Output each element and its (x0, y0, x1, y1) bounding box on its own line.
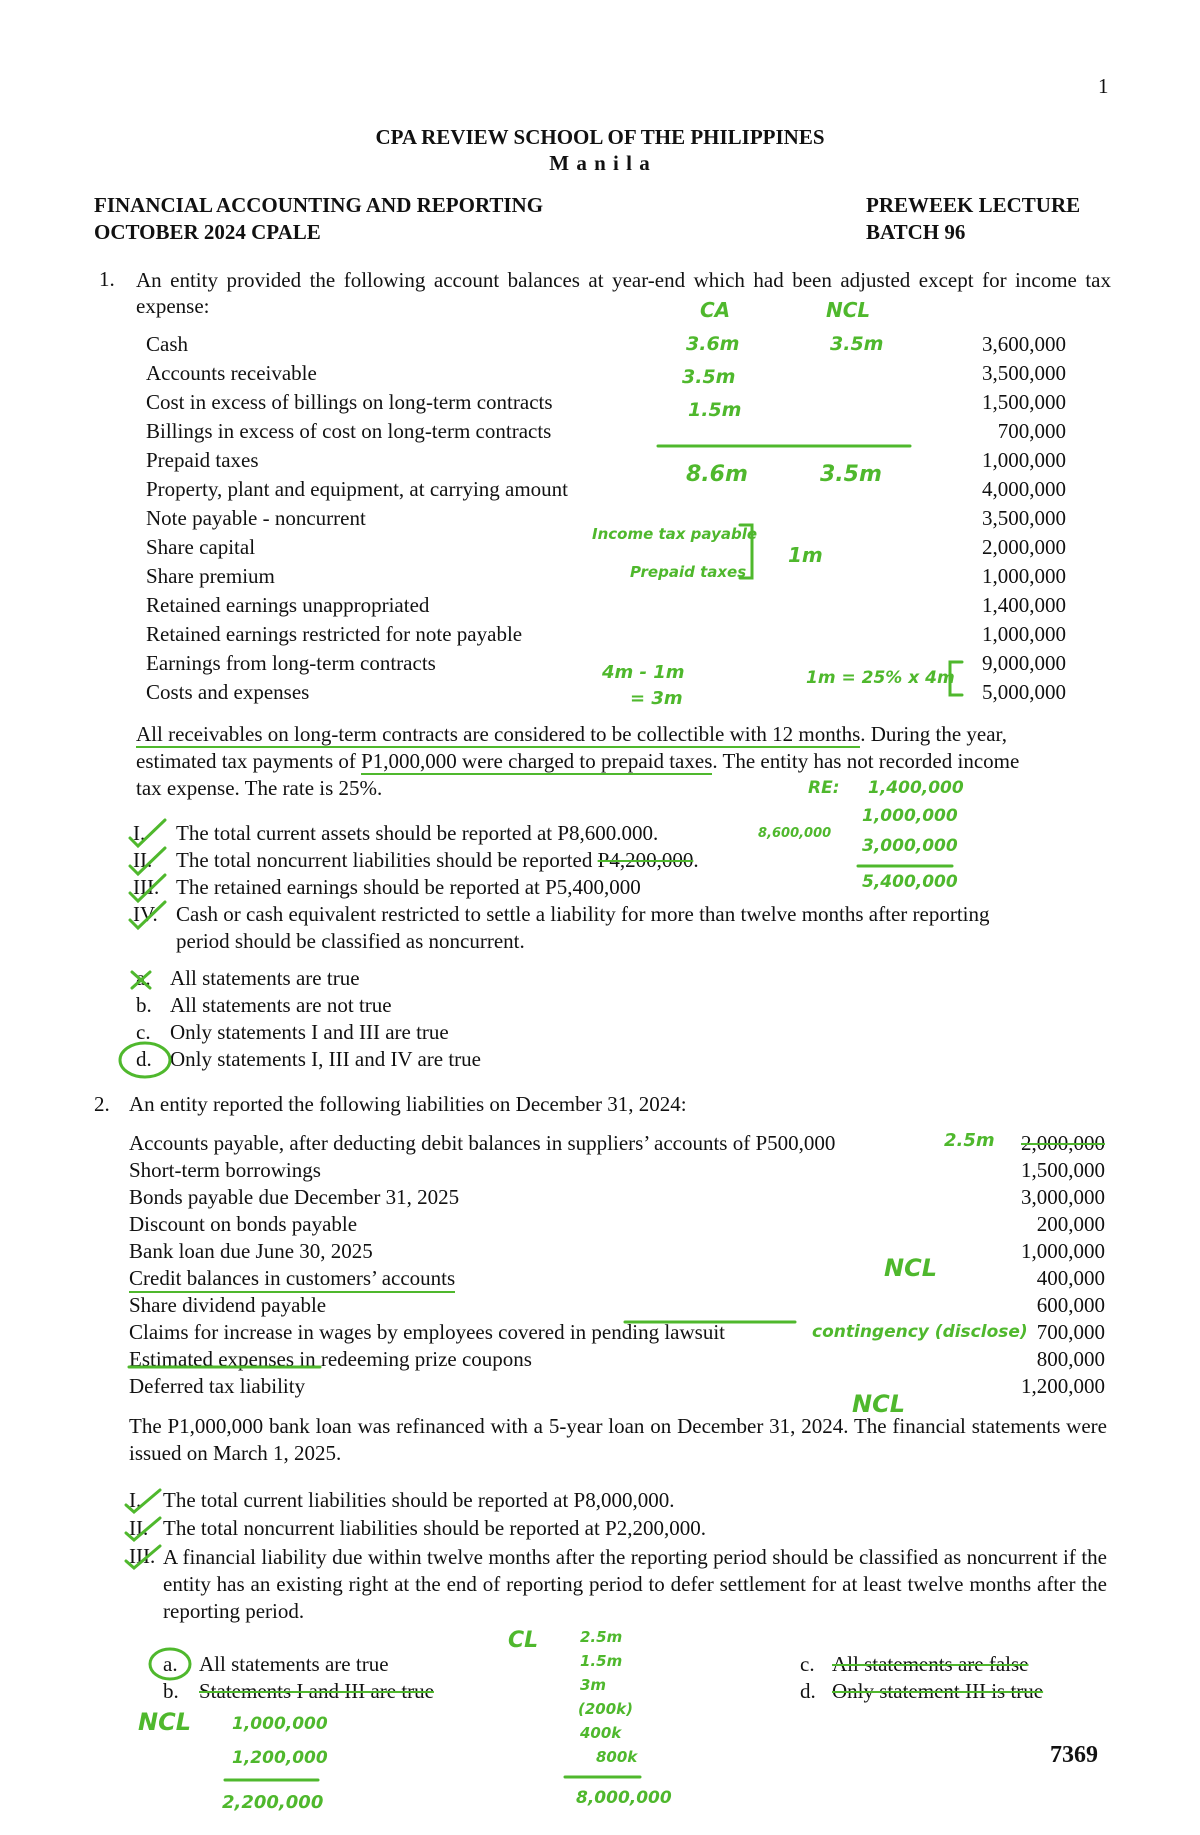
hw-ca3: 1.5m (688, 399, 742, 421)
account-amount: 3,500,000 (982, 506, 1066, 530)
hw-ca: CA (700, 298, 731, 322)
account-amount: 3,600,000 (982, 332, 1066, 356)
choice-letter: a. (136, 966, 151, 990)
liability-amount: 1,000,000 (1021, 1239, 1105, 1263)
hw-ncl-label: NCL (138, 1708, 191, 1736)
hw-ncl-b: 1,200,000 (232, 1748, 328, 1768)
liability-label: Accounts payable, after deducting debit balances in suppliers’ accounts of P500,000 (129, 1131, 836, 1155)
account-amount: 1,500,000 (982, 390, 1066, 414)
q1-note-line1: All receivables on long-term contracts are considered to be collectible with 12 months. During the year, (136, 722, 1007, 746)
hw-ncl-a: 1,000,000 (232, 1714, 328, 1734)
liability-label: Short-term borrowings (129, 1158, 321, 1182)
hw-ca-total: 8.6m (686, 462, 748, 487)
account-amount: 4,000,000 (982, 477, 1066, 501)
statement-number: III. (129, 1544, 156, 1568)
liability-label: Deferred tax liability (129, 1374, 306, 1398)
hw-calc2: = 3m (630, 688, 683, 709)
statement-text: The total current liabilities should be reported at P8,000,000. (163, 1488, 675, 1512)
account-amount: 3,500,000 (982, 361, 1066, 385)
choice-letter: c. (800, 1652, 815, 1676)
hw-calc1: 4m - 1m (602, 662, 685, 683)
hw-re-label: RE: (808, 778, 840, 798)
account-label: Cost in excess of billings on long-term contracts (146, 390, 553, 414)
hw-ncl1: 3.5m (830, 333, 884, 355)
liability-amount: 1,200,000 (1021, 1374, 1105, 1398)
account-label: Billings in excess of cost on long-term contracts (146, 419, 552, 443)
hw-cl-label: CL (508, 1628, 539, 1653)
liability-amount: 700,000 (1036, 1320, 1105, 1344)
liability-amount: 400,000 (1036, 1266, 1105, 1290)
hw-cl4: (200k) (578, 1700, 633, 1718)
hw-ca1: 3.6m (686, 333, 740, 355)
account-amount: 1,000,000 (982, 622, 1066, 646)
choice-letter: b. (163, 1679, 179, 1703)
account-amount: 1,400,000 (982, 593, 1066, 617)
account-label: Earnings from long-term contracts (146, 651, 436, 675)
hw-re2: 1,000,000 (862, 806, 958, 826)
choice-text: Only statements I, III and IV are true (170, 1047, 482, 1071)
liability-amount: 200,000 (1036, 1212, 1105, 1236)
account-label: Share premium (146, 564, 275, 588)
statement-number: III. (133, 875, 160, 899)
batch-title: BATCH 96 (866, 220, 966, 244)
liability-amount: 3,000,000 (1021, 1185, 1105, 1209)
choice-letter: c. (136, 1020, 151, 1044)
liability-label: Share dividend payable (129, 1293, 327, 1317)
statement-text: The total noncurrent liabilities should be reported P4,200,000. (176, 848, 699, 872)
hw-1m: 1m (788, 543, 823, 567)
statement-text: A financial liability due within twelve months after the reporting period should be classified as noncurrent if the entity has an existing right at the end of reporting period to defer settlement for at least twelve months after the reporting period. (163, 1545, 1107, 1623)
account-amount: 9,000,000 (982, 651, 1066, 675)
statement-text: period should be classified as noncurrent. (176, 929, 525, 953)
q2-note: The P1,000,000 bank loan was refinanced with a 5-year loan on December 31, 2024. The financial statements were issued on March 1, 2025. (129, 1414, 1107, 1465)
liability-amount: 800,000 (1036, 1347, 1105, 1371)
hw-ap-corrected: 2.5m (944, 1130, 995, 1151)
lecture-title: PREWEEK LECTURE (866, 193, 1081, 217)
q1-note-line3: tax expense. The rate is 25%. (136, 776, 383, 800)
hw-cl5: 400k (580, 1724, 622, 1742)
statement-number: II. (133, 848, 153, 872)
liability-amount: 600,000 (1036, 1293, 1105, 1317)
hw-cl3: 3m (580, 1676, 607, 1694)
hw-ncl: NCL (826, 298, 871, 322)
hw-ncl-q2b: NCL (852, 1390, 905, 1418)
liability-amount: 1,500,000 (1021, 1158, 1105, 1182)
school-title: CPA REVIEW SCHOOL OF THE PHILIPPINES (375, 125, 825, 149)
statement-number: I. (133, 821, 146, 845)
account-amount: 1,000,000 (982, 564, 1066, 588)
account-amount: 1,000,000 (982, 448, 1066, 472)
hw-cl-total: 8,000,000 (576, 1788, 672, 1808)
struck-amount: P4,200,000 (597, 848, 694, 872)
liability-label: Estimated expenses in redeeming prize coupons (129, 1347, 532, 1371)
statement-number: I. (129, 1488, 142, 1512)
liability-label: Claims for increase in wages by employees covered in pending lawsuit (129, 1320, 725, 1344)
choice-text: Only statements I and III are true (170, 1020, 449, 1044)
hw-ncl-total: 2,200,000 (222, 1792, 324, 1813)
account-label: Costs and expenses (146, 680, 310, 704)
page-number: 1 (1098, 74, 1109, 98)
hw-re-total: 5,400,000 (862, 872, 958, 892)
exam-title: OCTOBER 2024 CPALE (94, 220, 321, 244)
q2-stem: An entity reported the following liabilities on December 31, 2024: (129, 1092, 687, 1116)
hw-cl6: 800k (596, 1748, 638, 1766)
hw-ncl-q2: NCL (884, 1254, 937, 1282)
hw-cl2: 1.5m (580, 1652, 623, 1670)
school-city: M a n i l a (549, 151, 651, 175)
q1-stem: An entity provided the following account balances at year-end which had been adjusted except for income tax expense: (136, 268, 1111, 318)
liability-label: Discount on bonds payable (129, 1212, 358, 1236)
subject-title: FINANCIAL ACCOUNTING AND REPORTING (94, 193, 544, 217)
choice-text: All statements are true (170, 966, 360, 990)
statement-number: IV. (133, 902, 158, 926)
choice-letter: d. (800, 1679, 816, 1703)
hw-re1: 1,400,000 (868, 778, 964, 798)
choice-text: All statements are false (832, 1652, 1029, 1676)
q2-number: 2. (94, 1092, 110, 1116)
account-amount: 5,000,000 (982, 680, 1066, 704)
hw-cl1: 2.5m (580, 1628, 623, 1646)
q1-number: 1. (99, 267, 115, 291)
note-underline-2: P1,000,000 were charged to prepaid taxes (361, 749, 713, 773)
statement-text: The total noncurrent liabilities should be reported at P2,200,000. (163, 1516, 706, 1540)
choice-text: Only statement III is true (832, 1679, 1044, 1703)
hw-ncl-total: 3.5m (820, 462, 882, 487)
account-label: Retained earnings restricted for note payable (146, 622, 523, 646)
choice-text: All statements are not true (170, 993, 392, 1017)
statement-text: Cash or cash equivalent restricted to settle a liability for more than twelve months after reporting (176, 902, 990, 926)
choice-letter: d. (136, 1047, 152, 1071)
statement-text: The retained earnings should be reported at P5,400,000 (176, 875, 641, 899)
hw-prepaid-taxes: Prepaid taxes (630, 563, 747, 581)
liability-label: Bank loan due June 30, 2025 (129, 1239, 373, 1263)
account-amount: 700,000 (997, 419, 1066, 443)
account-amount: 2,000,000 (982, 535, 1066, 559)
q1-note-line2: estimated tax payments of P1,000,000 were charged to prepaid taxes. The entity has not recorded income (136, 749, 1020, 773)
hw-income-tax-payable: Income tax payable (592, 525, 758, 543)
account-label: Share capital (146, 535, 256, 559)
account-label: Accounts receivable (146, 361, 317, 385)
hw-ca2: 3.5m (682, 366, 736, 388)
account-label: Retained earnings unappropriated (146, 593, 430, 617)
liability-amount: 2,000,000 (1021, 1131, 1105, 1155)
hw-calc3: 1m = 25% x 4m (806, 668, 955, 688)
hw-ca-total-side: 8,600,000 (758, 826, 832, 841)
choice-letter: a. (163, 1652, 178, 1676)
statement-text: The total current assets should be reported at P8,600.000. (176, 821, 659, 845)
choice-text: Statements I and III are true (199, 1679, 434, 1703)
choice-text: All statements are true (199, 1652, 389, 1676)
account-label: Prepaid taxes (146, 448, 259, 472)
liability-label: Bonds payable due December 31, 2025 (129, 1185, 460, 1209)
hw-re3: 3,000,000 (862, 836, 958, 856)
hw-contingency: contingency (disclose) (812, 1322, 1028, 1342)
footer-code: 7369 (1050, 1742, 1098, 1768)
account-label: Note payable - noncurrent (146, 506, 366, 530)
statement-number: II. (129, 1516, 149, 1540)
choice-letter: b. (136, 993, 152, 1017)
note-underline-1: All receivables on long-term contracts are considered to be collectible with 12 months (136, 722, 861, 746)
account-label: Cash (146, 332, 188, 356)
liability-label: Credit balances in customers’ accounts (129, 1266, 455, 1293)
account-label: Property, plant and equipment, at carrying amount (146, 477, 569, 501)
